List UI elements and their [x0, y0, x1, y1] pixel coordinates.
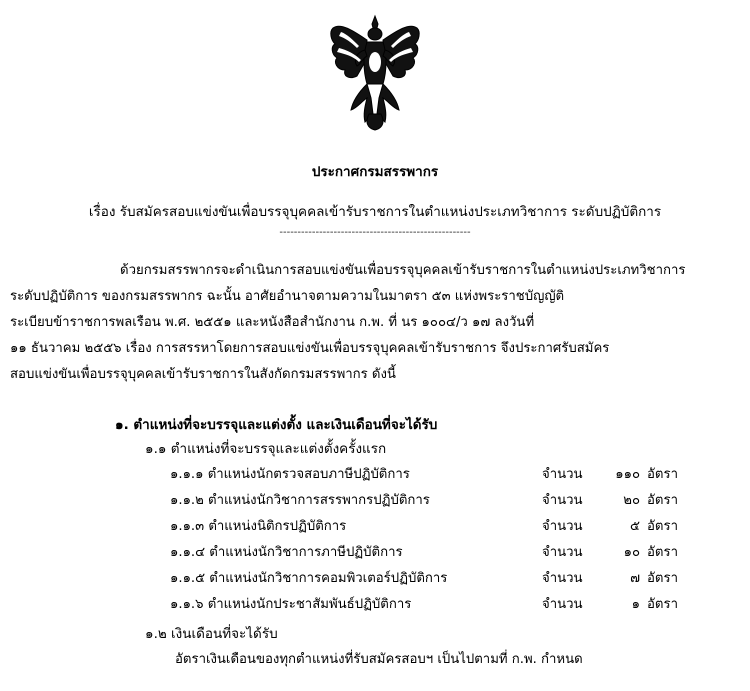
intro-line: ด้วยกรมสรรพากรจะดำเนินการสอบแข่งขันเพื่อบรรจุบุคคลเข้ารับราชการในตำแหน่งประเภทวิชาการ	[120, 263, 686, 278]
garuda-emblem-icon	[327, 14, 423, 132]
position-count: ๕	[630, 519, 640, 534]
position-label: ๑.๑.๖ ตำแหน่งนักประชาสัมพันธ์ปฏิบัติการ	[170, 597, 412, 612]
position-row	[170, 489, 710, 513]
section-1-1-heading: ๑.๑ ตำแหน่งที่จะบรรจุและแต่งตั้งครั้งแรก	[145, 441, 387, 457]
divider-line: -----------------------------------------------------	[279, 227, 471, 238]
position-label: ๑.๑.๕ ตำแหน่งนักวิชาการคอมพิวเตอร์ปฏิบัติการ	[170, 571, 448, 586]
position-count: ๑	[631, 597, 640, 612]
amount-label: จำนวน	[542, 597, 583, 612]
intro-line: สอบแข่งขันเพื่อบรรจุบุคคลเข้ารับราชการในสังกัดกรมสรรพากร ดังนี้	[10, 367, 396, 382]
intro-line: ๑๑ ธันวาคม ๒๕๕๖ เรื่อง การสรรหาโดยการสอบแข่งขันเพื่อบรรจุบุคคลเข้ารับราชการ จึงประกาศรับสมัคร	[10, 341, 610, 356]
section-1-heading: ๑. ตำแหน่งที่จะบรรจุและแต่งตั้ง และเงินเดือนที่จะได้รับ	[115, 417, 438, 433]
document-title: ประกาศกรมสรรพากร	[311, 164, 439, 180]
position-row	[170, 463, 710, 487]
position-row	[170, 541, 710, 565]
amount-label: จำนวน	[542, 493, 583, 508]
position-label: ๑.๑.๓ ตำแหน่งนิติกรปฏิบัติการ	[170, 519, 347, 534]
amount-label: จำนวน	[542, 571, 583, 586]
position-unit: อัตรา	[647, 519, 678, 534]
position-count: ๑๐	[623, 545, 640, 560]
document-subject: เรื่อง รับสมัครสอบแข่งขันเพื่อบรรจุบุคคลเข้ารับราชการในตำแหน่งประเภทวิชาการ ระดับปฏิบัติการ	[88, 204, 662, 220]
position-unit: อัตรา	[647, 545, 678, 560]
position-count: ๗	[630, 571, 640, 586]
position-unit: อัตรา	[647, 571, 678, 586]
salary-text: อัตราเงินเดือนของทุกตำแหน่งที่รับสมัครสอบฯ เป็นไปตามที่ ก.พ. กำหนด	[175, 652, 583, 667]
position-row	[170, 567, 710, 591]
position-count: ๑๑๐	[615, 467, 640, 482]
position-label: ๑.๑.๔ ตำแหน่งนักวิชาการภาษีปฏิบัติการ	[170, 545, 403, 560]
position-unit: อัตรา	[647, 467, 678, 482]
position-row	[170, 593, 710, 617]
amount-label: จำนวน	[542, 545, 583, 560]
amount-label: จำนวน	[542, 467, 583, 482]
section-1-2-heading: ๑.๒ เงินเดือนที่จะได้รับ	[145, 626, 278, 642]
intro-line: ระเบียบข้าราชการพลเรือน พ.ศ. ๒๕๕๑ และหนังสือสำนักงาน ก.พ. ที่ นร ๑๐๐๔/ว ๑๗ ลงวันที่	[10, 315, 535, 330]
position-unit: อัตรา	[647, 493, 678, 508]
position-label: ๑.๑.๑ ตำแหน่งนักตรวจสอบภาษีปฏิบัติการ	[170, 467, 410, 482]
position-row	[170, 515, 710, 539]
position-unit: อัตรา	[647, 597, 678, 612]
position-label: ๑.๑.๒ ตำแหน่งนักวิชาการสรรพากรปฏิบัติการ	[170, 493, 430, 508]
amount-label: จำนวน	[542, 519, 583, 534]
intro-line: ระดับปฏิบัติการ ของกรมสรรพากร ฉะนั้น อาศัยอำนาจตามความในมาตรา ๕๓ แห่งพระราชบัญญัติ	[10, 289, 565, 304]
intro-paragraph	[10, 258, 745, 388]
position-count: ๒๐	[623, 493, 640, 508]
